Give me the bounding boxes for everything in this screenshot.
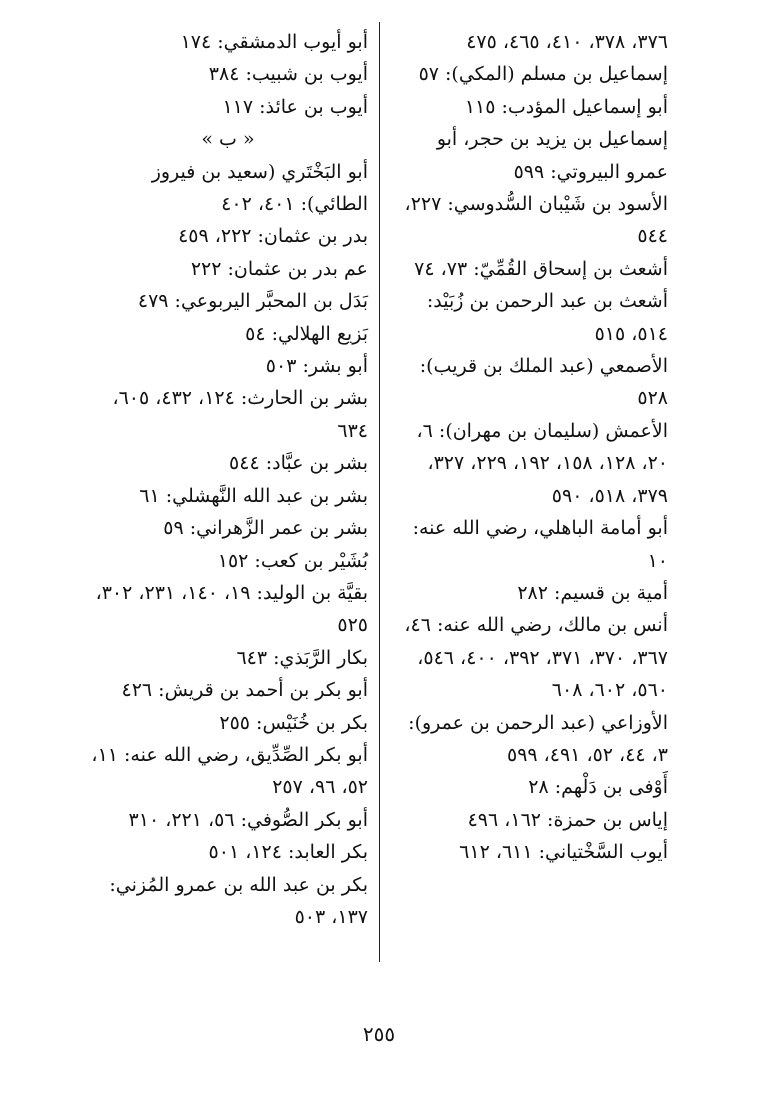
index-entry: بكار الرَّبَذي: ٦٤٣ (236, 646, 368, 669)
index-entry: بُشَيْر بن كعب: ١٥٢ (217, 549, 368, 572)
index-entry: أبو بشر: ٥٠٣ (265, 355, 368, 378)
index-entry: ٣٧٦، ٣٧٨، ٤١٠، ٤٦٥، ٤٧٥ (466, 31, 668, 53)
index-entry: بشر بن عمر الزَّهراني: ٥٩ (163, 517, 368, 540)
index-entry: بكر بن عبد الله بن عمرو المُزني: ١٣٧، ٥٠٣ (109, 873, 368, 928)
index-entry: بشر بن عبَّاد: ٥٤٤ (229, 452, 368, 475)
index-entry: أبو بكر بن أحمد بن قريش: ٤٢٦ (121, 679, 368, 702)
index-entry: أبو أمامة الباهلي، رضي الله عنه: ١٠ (412, 517, 668, 572)
index-entry: أيوب بن شبيب: ٣٨٤ (208, 63, 368, 86)
index-entry: إسماعيل بن يزيد بن حجر، أبو عمرو البيروتي: ٥٩٩ (436, 128, 668, 183)
index-entry: أيوب السَّخْتياني: ٦١١، ٦١٢ (459, 841, 668, 864)
index-entry: بَزيع الهلالي: ٥٤ (245, 322, 368, 345)
index-entry: بقيَّة بن الوليد: ١٩، ١٤٠، ٢٣١، ٣٠٢، ٥٢٥ (95, 581, 368, 637)
index-entry: بشر بن عبد الله النَّهشلي: ٦١ (139, 484, 368, 507)
index-entry: أبو إسماعيل المؤدب: ١١٥ (464, 95, 668, 118)
index-entry: بَدَل بن المحبَّر اليربوعي: ٤٧٩ (137, 290, 368, 313)
index-column-right (400, 26, 668, 869)
index-entry: الأعمش (سليمان بن مهران): ٦، ٢٠، ١٢٨، ١٥٨، ١٩٢، ٢٢٩، ٣٢٧، ٣٧٩، ٥١٨، ٥٩٠ (416, 419, 668, 507)
index-entry: أبو بكر الصُّوفي: ٥٦، ٢٢١، ٣١٠ (128, 808, 368, 831)
index-entry: أشعث بن إسحاق القُمِّيّ: ٧٣، ٧٤ (414, 257, 668, 280)
index-column-left (88, 26, 368, 933)
index-entry: أبو بكر الصِّدِّيق، رضي الله عنه: ١١، ٥٢، ٩٦، ٢٥٧ (91, 743, 368, 799)
index-entry: عم بدر بن عثمان: ٢٢٢ (190, 257, 368, 280)
index-entry: الأصمعي (عبد الملك بن قريب): ٥٢٨ (419, 355, 668, 410)
section-letter-heading: « ب » (201, 128, 255, 151)
index-entry: إسماعيل بن مسلم (المكي): ٥٧ (418, 63, 668, 86)
index-entry: إياس بن حمزة: ١٦٢، ٤٩٦ (467, 808, 668, 831)
index-entry: الأوزاعي (عبد الرحمن بن عمرو): ٣، ٤٤، ٥٢، ٤٩١، ٥٩٩ (408, 711, 668, 766)
column-divider (379, 22, 380, 962)
index-entry: أبو البَخْتَري (سعيد بن فيروز الطائي): ٤٠١، ٤٠٢ (151, 160, 368, 216)
index-entry: بكر العابد: ١٢٤، ٥٠١ (208, 841, 368, 864)
index-entry: بشر بن الحارث: ١٢٤، ٤٣٢، ٦٠٥، ٦٣٤ (112, 387, 368, 442)
index-entry: أَوْفى بن دَلْهم: ٢٨ (528, 776, 668, 799)
index-entry: بكر بن خُنَيْس: ٢٥٥ (219, 711, 368, 734)
index-entry: أشعث بن عبد الرحمن بن زُبَيْد: ٥١٤، ٥١٥ (426, 290, 668, 345)
index-entry: الأسود بن شَيْبان السُّدوسي: ٢٢٧، ٥٤٤ (404, 193, 668, 248)
index-entry: أبو أيوب الدمشقي: ١٧٤ (180, 31, 368, 53)
index-entry: أمية بن قسيم: ٢٨٢ (517, 581, 668, 604)
index-entry: بدر بن عثمان: ٢٢٢، ٤٥٩ (178, 225, 368, 248)
page-number: ٢٥٥ (362, 1022, 396, 1046)
index-entry: أيوب بن عائذ: ١١٧ (222, 95, 368, 118)
index-entry: أنس بن مالك، رضي الله عنه: ٤٦، ٣٦٧، ٣٧٠، ٣٧١، ٣٩٢، ٤٠٠، ٥٤٦، ٥٦٠، ٦٠٢، ٦٠٨ (404, 614, 668, 702)
